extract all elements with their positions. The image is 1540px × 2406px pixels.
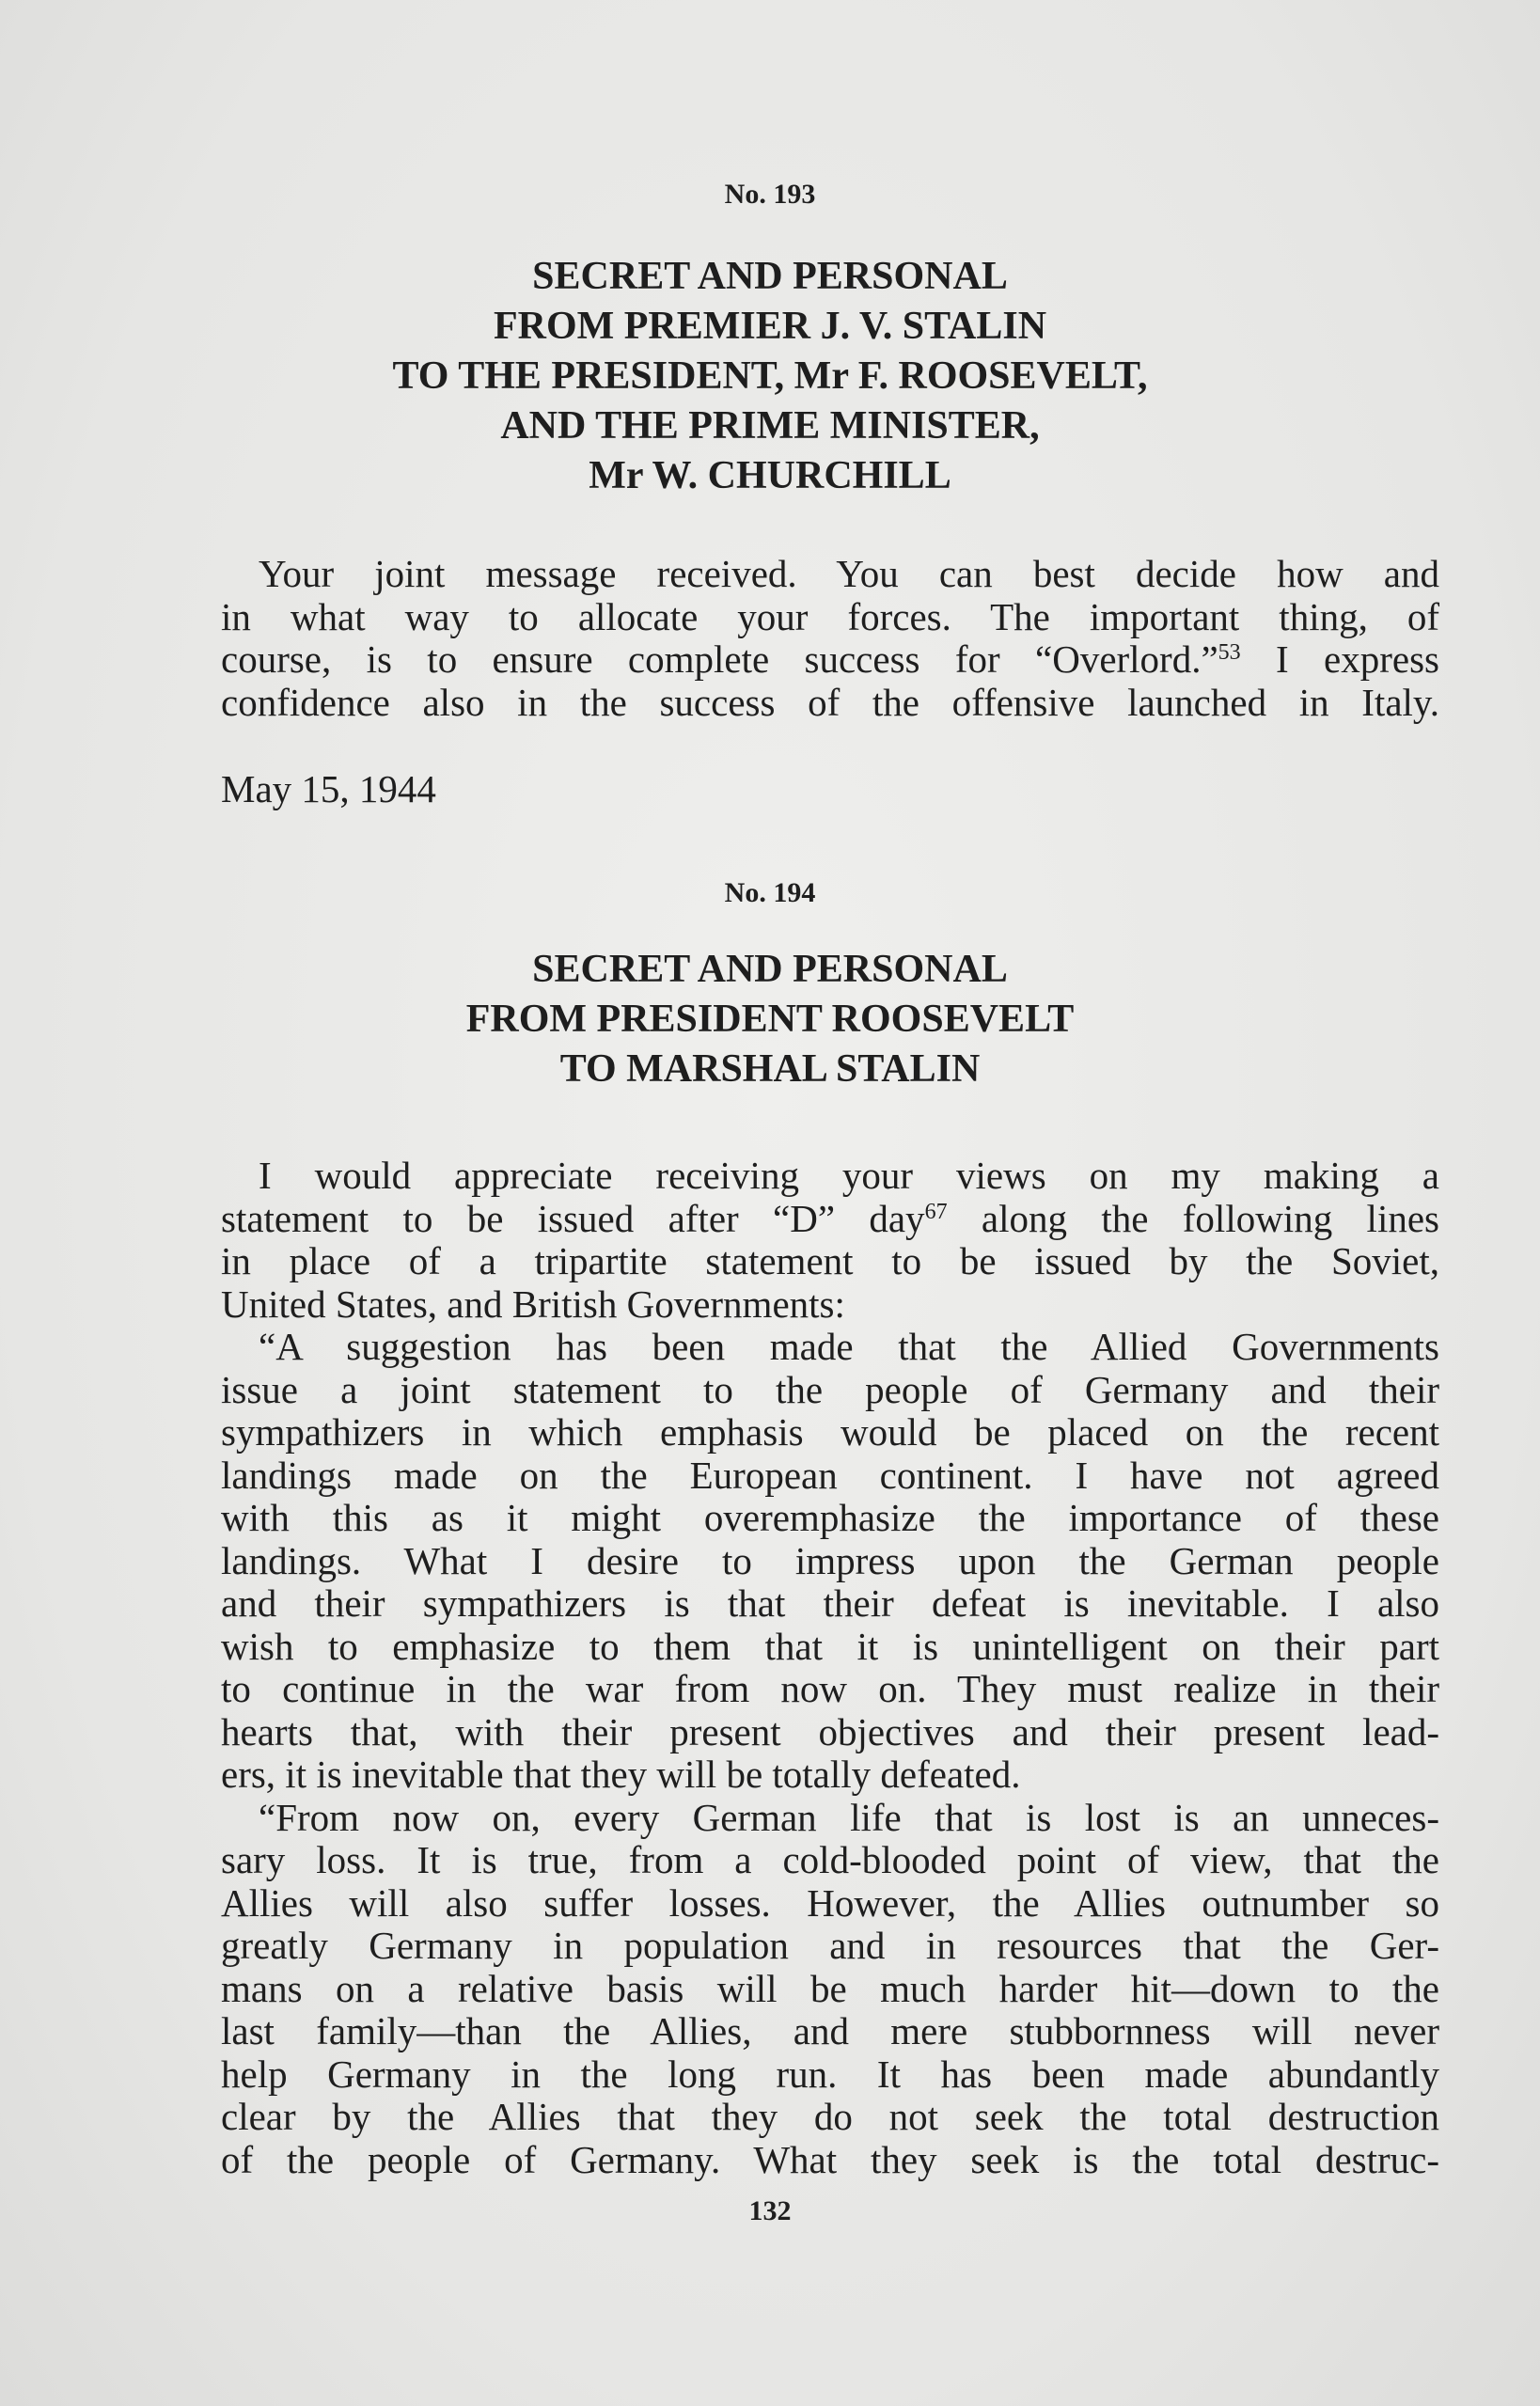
heading-line: TO MARSHAL STALIN bbox=[559, 1047, 981, 1091]
heading-line: SECRET AND PERSONAL bbox=[532, 948, 1008, 991]
text-line: last family—than the Allies, and mere stubbornness will never bbox=[221, 2009, 1439, 2052]
text-line: with this as it might overemphasize the importance of these bbox=[221, 1496, 1439, 1539]
document-193-heading bbox=[0, 252, 1540, 501]
text-line: “From now on, every German life that is lost is an unneces- bbox=[259, 1795, 1439, 1839]
text-line: ers, it is inevitable that they will be totally defeated. bbox=[221, 1753, 1021, 1796]
heading-line: FROM PREMIER J. V. STALIN bbox=[493, 305, 1047, 348]
document-193-body bbox=[221, 553, 1439, 724]
text-line bbox=[221, 638, 1439, 682]
text-line: issue a joint statement to the people of Germany and their bbox=[221, 1367, 1439, 1411]
text-line: hearts that, with their present objectives and their present lead- bbox=[221, 1709, 1439, 1753]
text-line: I would appreciate receiving your views on my making a bbox=[259, 1154, 1439, 1197]
text-line: to continue in the war from now on. They must realize in their bbox=[221, 1667, 1439, 1710]
footnote-ref-67: 67 bbox=[924, 1199, 948, 1224]
document-number-193: No. 193 bbox=[724, 179, 816, 210]
paragraph-2 bbox=[221, 1326, 1439, 1797]
text-line: wish to emphasize to them that it is unintelligent on their part bbox=[221, 1624, 1439, 1668]
text-line: United States, and British Governments: bbox=[221, 1282, 845, 1326]
text-line: clear by the Allies that they do not seek the total destruction bbox=[221, 2095, 1439, 2138]
text-line: “A suggestion has been made that the Allied Governments bbox=[259, 1325, 1439, 1368]
heading-line: Mr W. CHURCHILL bbox=[589, 454, 951, 497]
text-line: mans on a relative basis will be much harder hit—down to the bbox=[221, 1966, 1439, 2010]
text-line: confidence also in the success of the offensive launched in Italy. bbox=[221, 680, 1439, 724]
page-number: 132 bbox=[748, 2195, 792, 2226]
text-line: in place of a tripartite statement to be issued by the Soviet, bbox=[221, 1239, 1439, 1282]
heading-line: FROM PRESIDENT ROOSEVELT bbox=[465, 998, 1075, 1041]
text-line: landings. What I desire to impress upon the German people bbox=[221, 1538, 1439, 1582]
text-line: of the people of Germany. What they seek is the total destruc- bbox=[221, 2137, 1439, 2181]
text-span: statement to be issued after “D” day bbox=[221, 1196, 925, 1240]
text-span: I express bbox=[1240, 637, 1439, 681]
text-span: course, is to ensure complete success for “Overlord.” bbox=[221, 637, 1218, 681]
document-194-heading bbox=[0, 945, 1540, 1094]
paragraph-3 bbox=[221, 1797, 1439, 2182]
document-193-date: May 15, 1944 bbox=[221, 767, 436, 810]
text-line: greatly Germany in population and in resources that the Ger- bbox=[221, 1924, 1439, 1967]
text-line: and their sympathizers is that their defeat is inevitable. I also bbox=[221, 1581, 1439, 1625]
text-line: in what way to allocate your forces. The important thing, of bbox=[221, 594, 1439, 638]
text-line: landings made on the European continent. I have not agreed bbox=[221, 1453, 1439, 1497]
footnote-ref-53: 53 bbox=[1218, 640, 1241, 665]
document-194-body bbox=[221, 1155, 1439, 2181]
text-line: sympathizers in which emphasis would be placed on the recent bbox=[221, 1410, 1439, 1454]
heading-line: AND THE PRIME MINISTER, bbox=[500, 404, 1040, 448]
document-number-194: No. 194 bbox=[724, 877, 816, 908]
heading-line: SECRET AND PERSONAL bbox=[532, 255, 1008, 298]
text-span: along the following lines bbox=[947, 1196, 1439, 1240]
text-line: help Germany in the long run. It has been made abundantly bbox=[221, 2052, 1439, 2096]
text-line: sary loss. It is true, from a cold-blooded point of view, that the bbox=[221, 1838, 1439, 1881]
text-line: Allies will also suffer losses. However, the Allies outnumber so bbox=[221, 1880, 1439, 1925]
text-line: Your joint message received. You can best decide how and bbox=[259, 552, 1439, 595]
text-line bbox=[221, 1198, 1439, 1241]
heading-line: TO THE PRESIDENT, Mr F. ROOSEVELT, bbox=[392, 354, 1148, 398]
